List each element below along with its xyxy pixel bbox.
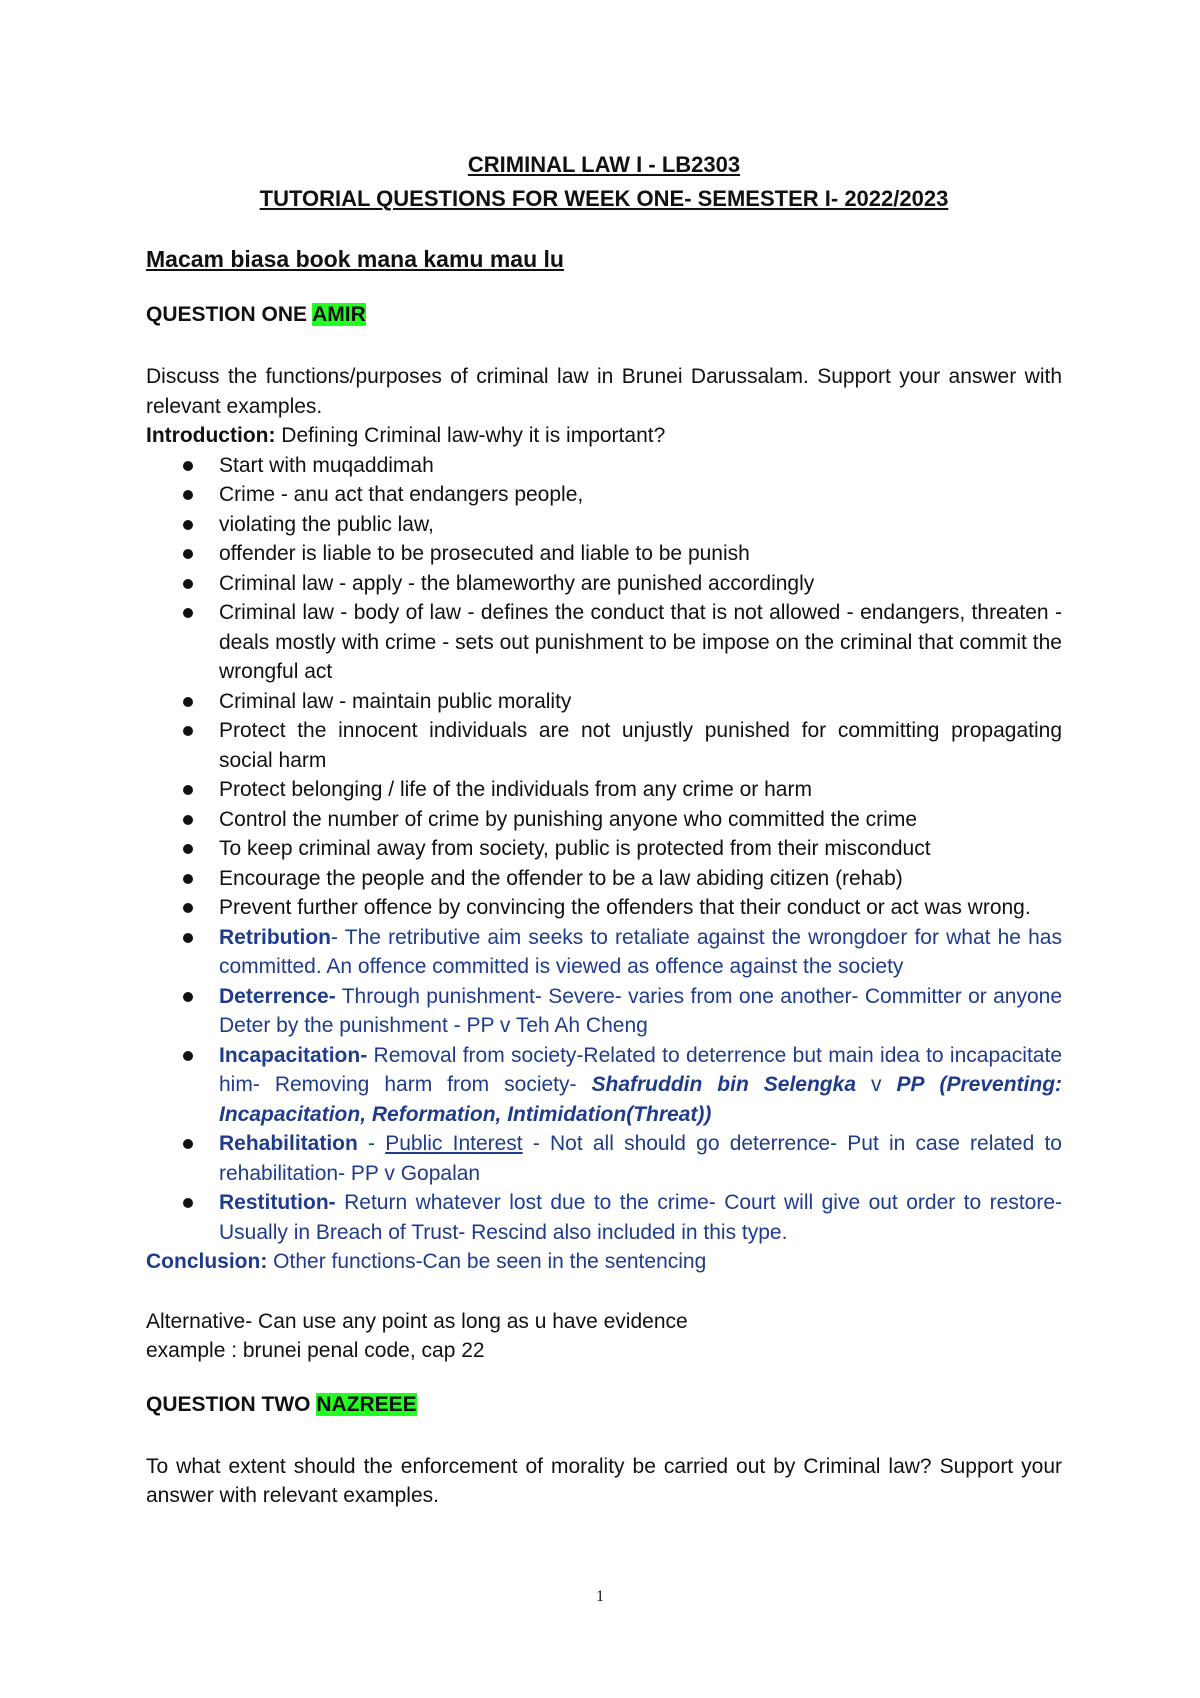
conclusion-text: Other functions-Can be seen in the sentencing xyxy=(267,1250,707,1273)
list-item: Criminal law - body of law - defines the conduct that is not allowed - endangers, threaten - deals mostly with crime - sets out punishment to be impose on the criminal that commit the wrongful act xyxy=(219,598,1062,687)
list-item-deterrence xyxy=(219,982,1062,1041)
example-line: example : brunei penal code, cap 22 xyxy=(146,1339,485,1362)
list-item-retribution xyxy=(219,923,1062,982)
page-content xyxy=(146,148,1062,1511)
retribution-label: Retribution xyxy=(219,925,331,949)
introduction-line xyxy=(146,421,1062,451)
incapacitation-text: Removal from society-Related to deterrence but main idea to incapacitate him- Removing harm from society- xyxy=(219,1043,1062,1096)
question-two-assignee: NAZREEE xyxy=(316,1392,417,1416)
question-one-label: QUESTION ONE xyxy=(146,303,308,326)
introduction-text: Defining Criminal law-why it is important? xyxy=(275,424,666,447)
alternative-line: Alternative- Can use any point as long as u have evidence xyxy=(146,1309,688,1333)
list-item: offender is liable to be prosecuted and liable to be punish xyxy=(219,539,1062,569)
rehabilitation-text: - Not all should go deterrence- Put in case related to rehabilitation- PP v Gopalan xyxy=(219,1132,1062,1185)
document-subtitle: TUTORIAL QUESTIONS FOR WEEK ONE- SEMESTER I- 2022/2023 xyxy=(259,186,949,211)
points-list xyxy=(146,451,1062,1248)
list-item: Criminal law - apply - the blameworthy are punished accordingly xyxy=(219,569,1062,599)
question-two-heading xyxy=(146,1388,1062,1422)
rehabilitation-dash: - xyxy=(357,1132,386,1155)
list-item: Criminal law - maintain public morality xyxy=(219,687,1062,717)
public-interest-link[interactable]: Public Interest xyxy=(385,1132,523,1155)
deterrence-label: Deterrence- xyxy=(219,984,336,1008)
incapacitation-v: v xyxy=(856,1073,897,1096)
introduction-label: Introduction: xyxy=(146,424,276,447)
note-heading: Macam biasa book mana kamu mau lu xyxy=(146,246,564,272)
retribution-text: - The retributive aim seeks to retaliate against the wrongdoer for what he has committed. An offence committed is viewed as offence against the society xyxy=(219,925,1062,978)
rehabilitation-label: Rehabilitation xyxy=(219,1132,358,1155)
document-title: CRIMINAL LAW I - LB2303 xyxy=(467,152,741,177)
list-item: violating the public law, xyxy=(219,510,1062,540)
question-one-heading xyxy=(146,298,1062,332)
incapacitation-pp: PP xyxy=(896,1073,925,1096)
list-item-rehabilitation xyxy=(219,1129,1062,1188)
question-one-assignee: AMIR xyxy=(312,303,366,326)
list-item: Protect the innocent individuals are not unjustly punished for committing propagating social harm xyxy=(219,716,1062,775)
list-item-incapacitation xyxy=(219,1041,1062,1130)
question-one-text: Discuss the functions/purposes of criminal law in Brunei Darussalam. Support your answer with relevant examples. xyxy=(146,365,1062,418)
incapacitation-paren: (Preventing: Incapacitation, Reformation, Intimidation(Threat)) xyxy=(219,1073,1063,1126)
list-item: Crime - anu act that endangers people, xyxy=(219,480,1062,510)
question-two-text: To what extent should the enforcement of morality be carried out by Criminal law? Support your answer with relevant examples. xyxy=(146,1454,1062,1507)
spacer xyxy=(146,1422,1062,1452)
question-two-label: QUESTION TWO xyxy=(146,1392,311,1416)
restitution-label: Restitution- xyxy=(219,1191,336,1214)
list-item-restitution xyxy=(219,1188,1062,1247)
list-item: Protect belonging / life of the individuals from any crime or harm xyxy=(219,775,1062,805)
list-item: Prevent further offence by convincing the offenders that their conduct or act was wrong. xyxy=(219,893,1062,923)
page-number: 1 xyxy=(596,1588,604,1605)
incapacitation-case: Shafruddin bin Selengka xyxy=(591,1073,856,1096)
list-item: Control the number of crime by punishing anyone who committed the crime xyxy=(219,805,1062,835)
conclusion-line xyxy=(146,1247,1062,1277)
conclusion-label: Conclusion: xyxy=(146,1250,268,1273)
list-item: To keep criminal away from society, public is protected from their misconduct xyxy=(219,834,1062,864)
deterrence-text: Through punishment- Severe- varies from one another- Committer or anyone Deter by the punishment - PP v Teh Ah Cheng xyxy=(219,984,1062,1037)
spacer xyxy=(146,1277,1062,1307)
spacer xyxy=(146,332,1062,362)
restitution-text: Return whatever lost due to the crime- Court will give out order to restore- Usually in Breach of Trust- Rescind also included in this type. xyxy=(219,1191,1062,1244)
list-item: Start with muqaddimah xyxy=(219,451,1062,481)
incapacitation-label: Incapacitation- xyxy=(219,1043,368,1067)
list-item: Encourage the people and the offender to be a law abiding citizen (rehab) xyxy=(219,864,1062,894)
